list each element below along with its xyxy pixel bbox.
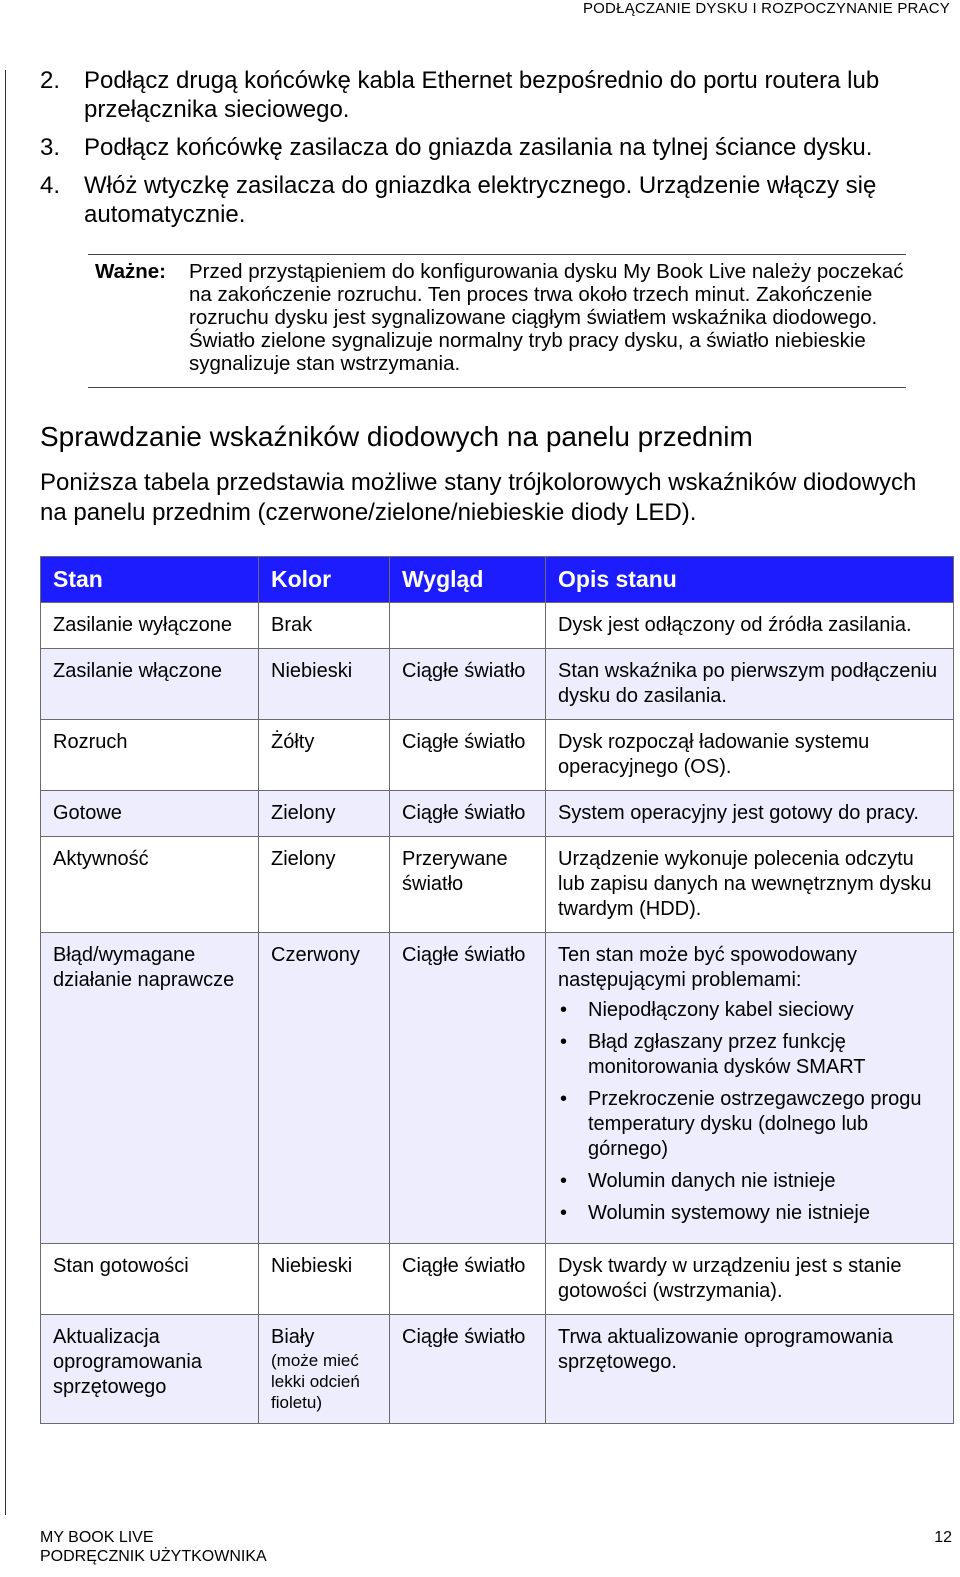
cell-wyglad: Ciągłe światło: [390, 1244, 546, 1315]
cell-opis: Urządzenie wykonuje polecenia odczytu lub zapisu danych na wewnętrznym dysku twardym (HDD).: [546, 837, 954, 933]
cell-stan: Zasilanie wyłączone: [41, 603, 259, 649]
margin-rule: [5, 70, 6, 1515]
table-row: [41, 1315, 954, 1424]
table-row: [41, 1244, 954, 1315]
table-row: [41, 603, 954, 649]
cell-kolor-text: Biały: [271, 1326, 315, 1348]
led-status-table: [40, 556, 954, 1424]
list-item: • Wolumin systemowy nie istnieje: [558, 1201, 943, 1226]
cell-kolor: [259, 1315, 390, 1424]
footer-line-1: MY BOOK LIVE: [40, 1529, 154, 1546]
cell-kolor: Niebieski: [259, 1244, 390, 1315]
cell-opis: Dysk rozpoczął ładowanie systemu operacyjnego (OS).: [546, 720, 954, 791]
cell-kolor: Zielony: [259, 791, 390, 837]
important-note: [88, 254, 906, 388]
step-text: Podłącz końcówkę zasilacza do gniazda zasilania na tylnej ściance dysku.: [84, 134, 873, 161]
table-header-row: [41, 557, 954, 603]
cell-wyglad: Przerywane światło: [390, 837, 546, 933]
step-item: [40, 171, 940, 229]
cell-kolor: Zielony: [259, 837, 390, 933]
cell-opis: Dysk jest odłączony od źródła zasilania.: [546, 603, 954, 649]
table-row: [41, 649, 954, 720]
list-item: • Błąd zgłaszany przez funkcję monitorowania dysków SMART: [558, 1030, 943, 1080]
cell-kolor: Brak: [259, 603, 390, 649]
cell-stan: Rozruch: [41, 720, 259, 791]
cell-wyglad: Ciągłe światło: [390, 791, 546, 837]
list-item: • Przekroczenie ostrzegawczego progu temperatury dysku (dolnego lub górnego): [558, 1087, 943, 1162]
footer-line-2: PODRĘCZNIK UŻYTKOWNIKA: [40, 1548, 267, 1565]
cell-stan: Gotowe: [41, 791, 259, 837]
step-number: 4.: [40, 172, 61, 199]
cell-stan: Błąd/wymagane działanie naprawcze: [41, 933, 259, 1244]
problem-list: [558, 998, 943, 1226]
cell-stan: Aktywność: [41, 837, 259, 933]
steps-list: [40, 66, 940, 238]
cell-kolor: Czerwony: [259, 933, 390, 1244]
column-header-kolor: Kolor: [259, 557, 390, 603]
step-item: [40, 133, 940, 162]
list-item: • Wolumin danych nie istnieje: [558, 1169, 943, 1194]
column-header-opis: Opis stanu: [546, 557, 954, 603]
step-text: Podłącz drugą końcówkę kabla Ethernet bezpośrednio do portu routera lub przełącznika sieciowego.: [84, 67, 880, 123]
cell-stan: Stan gotowości: [41, 1244, 259, 1315]
cell-wyglad: Ciągłe światło: [390, 720, 546, 791]
cell-kolor: Niebieski: [259, 649, 390, 720]
cell-opis-text: Ten stan może być spowodowany następującymi problemami:: [558, 944, 858, 991]
column-header-wyglad: Wygląd: [390, 557, 546, 603]
cell-opis: Stan wskaźnika po pierwszym podłączeniu dysku do zasilania.: [546, 649, 954, 720]
table-row: [41, 933, 954, 1244]
cell-wyglad: Ciągłe światło: [390, 933, 546, 1244]
table-row: [41, 720, 954, 791]
page-number: 12: [934, 1529, 952, 1546]
step-text: Włóż wtyczkę zasilacza do gniazdka elektrycznego. Urządzenie włączy się automatycznie.: [84, 172, 877, 228]
table-row: [41, 791, 954, 837]
running-header: PODŁĄCZANIE DYSKU I ROZPOCZYNANIE PRACY: [582, 0, 950, 17]
column-header-stan: Stan: [41, 557, 259, 603]
note-label: Ważne:: [95, 260, 166, 283]
cell-opis: System operacyjny jest gotowy do pracy.: [546, 791, 954, 837]
cell-wyglad: [390, 603, 546, 649]
cell-kolor-note: (może mieć lekki odcień fioletu): [271, 1351, 360, 1412]
cell-stan: Aktualizacja oprogramowania sprzętowego: [41, 1315, 259, 1424]
list-item: • Niepodłączony kabel sieciowy: [558, 998, 943, 1023]
note-text: Przed przystąpieniem do konfigurowania dysku My Book Live należy poczekać na zakończenie rozruchu. Ten proces trwa około trzech minut. Zakończenie rozruchu dysku jest sygnalizowane ciągłym światłem wskaźnika diodowego. Światło zielone sygnalizuje normalny tryb pracy dysku, a światło niebieskie sygnalizuje stan wstrzymania.: [189, 260, 904, 375]
cell-kolor: Żółty: [259, 720, 390, 791]
cell-opis: Trwa aktualizowanie oprogramowania sprzętowego.: [546, 1315, 954, 1424]
cell-stan: Zasilanie włączone: [41, 649, 259, 720]
table-row: [41, 837, 954, 933]
cell-opis: [546, 933, 954, 1244]
step-item: [40, 66, 940, 124]
cell-opis: Dysk twardy w urządzeniu jest s stanie gotowości (wstrzymania).: [546, 1244, 954, 1315]
step-number: 2.: [40, 67, 61, 94]
cell-wyglad: Ciągłe światło: [390, 649, 546, 720]
cell-wyglad: Ciągłe światło: [390, 1315, 546, 1424]
footer-product: [40, 1528, 267, 1566]
section-intro: Poniższa tabela przedstawia możliwe stany trójkolorowych wskaźników diodowych na panelu przednim (czerwone/zielone/niebieskie diody LED).: [40, 469, 917, 526]
step-number: 3.: [40, 134, 61, 161]
section-title: Sprawdzanie wskaźników diodowych na panelu przednim: [40, 421, 753, 452]
